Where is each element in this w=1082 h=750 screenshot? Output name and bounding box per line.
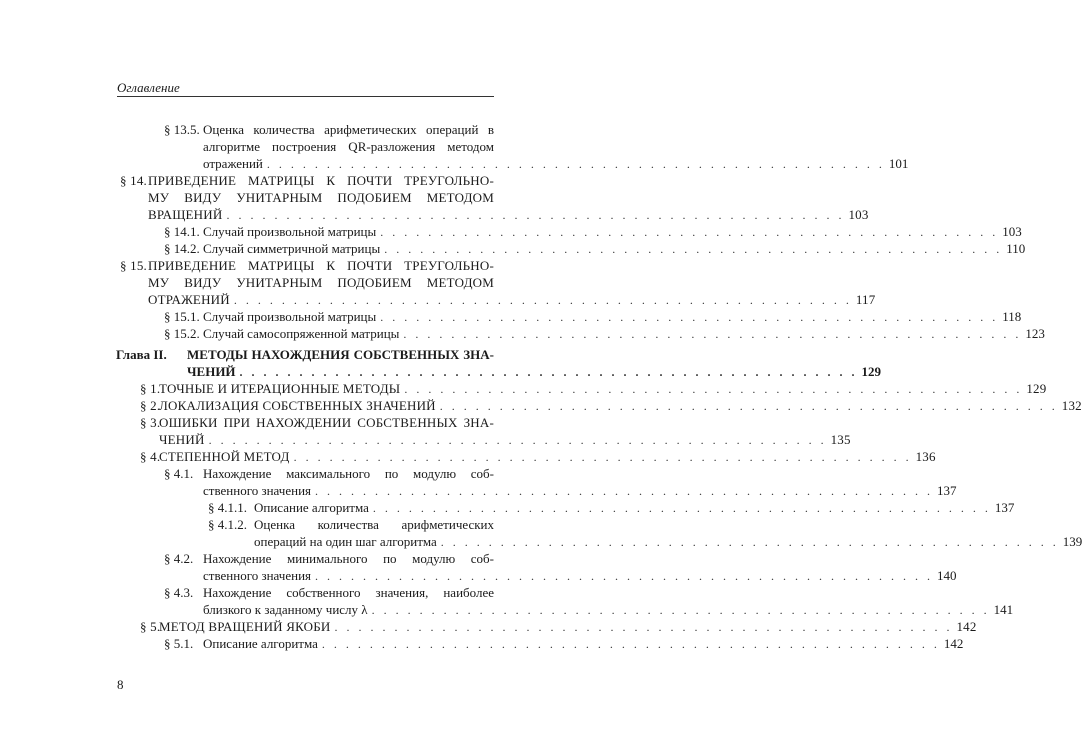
toc-entry[interactable] [164, 465, 957, 499]
toc-entry-number: § 14. [120, 173, 147, 188]
toc-page-ref: 142 [956, 619, 977, 634]
toc-entry-title-line: ВРАЩЕНИЙ [148, 207, 223, 222]
toc-entry-title-line: Нахождение минимального по модулю соб- [203, 551, 494, 566]
dot-leader: . . . . . . . . . . . . . . . . . . . . . . . . . . . . . . . . . . . . . . . . . . . . . . . . . . . . [226, 208, 845, 222]
toc-page-ref: 110 [1006, 241, 1026, 256]
toc-page-ref: 137 [937, 483, 957, 498]
toc-page-ref: 135 [830, 432, 851, 447]
toc-entry-number: § 5. [140, 619, 161, 634]
dot-leader: . . . . . . . . . . . . . . . . . . . . . . . . . . . . . . . . . . . . . . . . . . . . . . . . . . . . [334, 620, 953, 634]
toc-entry-number: § 15.2. [164, 326, 200, 341]
toc-entry-number: § 4.2. [164, 551, 194, 566]
toc-entry-title-line: МУ ВИДУ УНИТАРНЫМ ПОДОБИЕМ МЕТОДОМ [148, 275, 494, 290]
toc-entry-title-line: Оценка количества арифметических операций в [203, 122, 494, 137]
toc-entry-title-line: ТОЧНЫЕ И ИТЕРАЦИОННЫЕ МЕТОДЫ [159, 381, 401, 396]
toc-entry[interactable] [208, 499, 1015, 516]
toc-page-ref: 101 [888, 156, 909, 171]
toc-entry-number: § 15. [120, 258, 147, 273]
toc-entry-title-line: Случай произвольной матрицы [203, 224, 377, 239]
toc-entry-number: § 4.1. [164, 466, 194, 481]
toc-page-ref: 139 [1062, 534, 1082, 549]
toc-entry[interactable] [140, 448, 936, 465]
dot-leader: . . . . . . . . . . . . . . . . . . . . . . . . . . . . . . . . . . . . . . . . . . . . . . . . . . . . [315, 484, 933, 498]
toc-entry-number: § 2. [140, 398, 161, 413]
toc-entry[interactable] [140, 380, 1047, 397]
toc-entry[interactable] [164, 550, 957, 584]
toc-entry[interactable] [120, 172, 869, 223]
dot-leader: . . . . . . . . . . . . . . . . . . . . . . . . . . . . . . . . . . . . . . . . . . . . . . . . . . . . [233, 293, 852, 307]
toc-entry-number: § 4.1.2. [208, 517, 247, 532]
toc-entry-title-line: Описание алгоритма [203, 636, 318, 651]
dot-leader: . . . . . . . . . . . . . . . . . . . . . . . . . . . . . . . . . . . . . . . . . . . . . . . . . . . . [380, 310, 999, 324]
toc-entry-number: § 14.1. [164, 224, 200, 239]
dot-leader: . . . . . . . . . . . . . . . . . . . . . . . . . . . . . . . . . . . . . . . . . . . . . . . . . . . . [404, 382, 1023, 396]
toc-entry[interactable] [120, 257, 876, 308]
toc-page-ref: 103 [848, 207, 869, 222]
toc-entry-number: § 3. [140, 415, 161, 430]
toc-entry-title-line: отражений [203, 156, 263, 171]
toc-entry-title-line: Нахождение собственного значения, наиболее [203, 585, 494, 600]
toc-entry-number: § 1. [140, 381, 161, 396]
toc-page-ref: 136 [915, 449, 936, 464]
toc-entry-title-line: алгоритме построения QR-разложения методом [203, 139, 494, 154]
toc-entry[interactable] [140, 618, 977, 635]
toc-entry-number: Глава II. [116, 347, 167, 362]
toc-entry-title-line: СТЕПЕННОЙ МЕТОД [159, 449, 290, 464]
toc-page-ref: 118 [1002, 309, 1022, 324]
toc-entry[interactable] [208, 516, 1082, 550]
toc-entry[interactable] [140, 397, 1082, 414]
toc-entry-number: § 4.3. [164, 585, 194, 600]
page-number: 8 [117, 677, 124, 692]
toc-entry-title-line: операций на один шаг алгоритма [254, 534, 437, 549]
toc-entry-title-line: Оценка количества арифметических [254, 517, 494, 532]
toc-entry[interactable] [140, 414, 851, 448]
toc-entry[interactable] [164, 121, 909, 172]
dot-leader: . . . . . . . . . . . . . . . . . . . . . . . . . . . . . . . . . . . . . . . . . . . . . . . . . . . . [372, 501, 991, 515]
toc-entry-title-line: ОТРАЖЕНИЙ [148, 292, 230, 307]
toc-entry-title-line: ПРИВЕДЕНИЕ МАТРИЦЫ К ПОЧТИ ТРЕУГОЛЬНО- [148, 173, 494, 188]
toc-page-ref: 123 [1025, 326, 1045, 341]
dot-leader: . . . . . . . . . . . . . . . . . . . . . . . . . . . . . . . . . . . . . . . . . . . . . . . . . . . . [403, 327, 1022, 341]
toc-entry-number: § 4. [140, 449, 161, 464]
toc-entry-title-line: ПРИВЕДЕНИЕ МАТРИЦЫ К ПОЧТИ ТРЕУГОЛЬНО- [148, 258, 494, 273]
toc-entry-number: § 5.1. [164, 636, 194, 651]
toc-entry-title-line: Случай симметричной матрицы [203, 241, 381, 256]
dot-leader: . . . . . . . . . . . . . . . . . . . . . . . . . . . . . . . . . . . . . . . . . . . . . . . . . . . . [380, 225, 999, 239]
toc-entry-title-line: МЕТОД ВРАЩЕНИЙ ЯКОБИ [159, 619, 331, 634]
toc-entry-title-line: ЛОКАЛИЗАЦИЯ СОБСТВЕННЫХ ЗНАЧЕНИЙ [159, 398, 436, 413]
toc-page-ref: 142 [943, 636, 964, 651]
dot-leader: . . . . . . . . . . . . . . . . . . . . . . . . . . . . . . . . . . . . . . . . . . . . . . . . . . . . [266, 157, 885, 171]
dot-leader: . . . . . . . . . . . . . . . . . . . . . . . . . . . . . . . . . . . . . . . . . . . . . . . . . . . . [293, 450, 912, 464]
toc-entry[interactable] [164, 584, 1014, 618]
toc-entry-title-line: МУ ВИДУ УНИТАРНЫМ ПОДОБИЕМ МЕТОДОМ [148, 190, 494, 205]
toc-entry-title-line: Случай самосопряженной матрицы [203, 326, 400, 341]
toc-page-ref: 137 [994, 500, 1015, 515]
dot-leader: . . . . . . . . . . . . . . . . . . . . . . . . . . . . . . . . . . . . . . . . . . . . . . . . . . . . [239, 365, 858, 379]
toc-page-ref: 140 [937, 568, 957, 583]
dot-leader: . . . . . . . . . . . . . . . . . . . . . . . . . . . . . . . . . . . . . . . . . . . . . . . . . . . . [321, 637, 940, 651]
toc-entry-number: § 14.2. [164, 241, 200, 256]
toc-entry-title-line: Описание алгоритма [254, 500, 369, 515]
toc-entry-title-line: Нахождение максимального по модулю соб- [203, 466, 494, 481]
running-head: Оглавление [117, 80, 494, 97]
toc-page-ref: 141 [993, 602, 1014, 617]
toc-entry[interactable] [164, 223, 1022, 240]
dot-leader: . . . . . . . . . . . . . . . . . . . . . . . . . . . . . . . . . . . . . . . . . . . . . . . . . . . . [371, 603, 990, 617]
toc-entry[interactable] [164, 240, 1026, 257]
toc-entry-title-line: Случай произвольной матрицы [203, 309, 377, 324]
dot-leader: . . . . . . . . . . . . . . . . . . . . . . . . . . . . . . . . . . . . . . . . . . . . . . . . . . . . [440, 535, 1059, 549]
dot-leader: . . . . . . . . . . . . . . . . . . . . . . . . . . . . . . . . . . . . . . . . . . . . . . . . . . . . [208, 433, 827, 447]
toc-entry-title-line: ЧЕНИЙ [187, 364, 236, 379]
toc-entry-number: § 15.1. [164, 309, 200, 324]
toc-entry[interactable] [164, 635, 964, 652]
toc-page-ref: 129 [861, 364, 882, 379]
toc-entry[interactable] [116, 346, 882, 380]
toc-entry-title-line: ЧЕНИЙ [159, 432, 205, 447]
toc-page-ref: 132 [1061, 398, 1082, 413]
dot-leader: . . . . . . . . . . . . . . . . . . . . . . . . . . . . . . . . . . . . . . . . . . . . . . . . . . . . [439, 399, 1058, 413]
toc-page-ref: 129 [1026, 381, 1047, 396]
toc-entry-number: § 13.5. [164, 122, 200, 137]
toc-page-ref: 103 [1002, 224, 1022, 239]
toc-entry-title-line: ОШИБКИ ПРИ НАХОЖДЕНИИ СОБСТВЕННЫХ ЗНА- [159, 415, 494, 430]
dot-leader: . . . . . . . . . . . . . . . . . . . . . . . . . . . . . . . . . . . . . . . . . . . . . . . . . . . . [315, 569, 933, 583]
dot-leader: . . . . . . . . . . . . . . . . . . . . . . . . . . . . . . . . . . . . . . . . . . . . . . . . . . . . [384, 242, 1003, 256]
toc-entry-title-line: ственного значения [203, 483, 311, 498]
toc-entry-title-line: близкого к заданному числу λ [203, 602, 368, 617]
toc-entry[interactable] [164, 325, 1045, 342]
toc-entry-number: § 4.1.1. [208, 500, 247, 515]
toc-entry-title-line: МЕТОДЫ НАХОЖДЕНИЯ СОБСТВЕННЫХ ЗНА- [187, 347, 494, 362]
toc-entry-title-line: ственного значения [203, 568, 311, 583]
toc-entry[interactable] [164, 308, 1022, 325]
toc-page-ref: 117 [855, 292, 876, 307]
